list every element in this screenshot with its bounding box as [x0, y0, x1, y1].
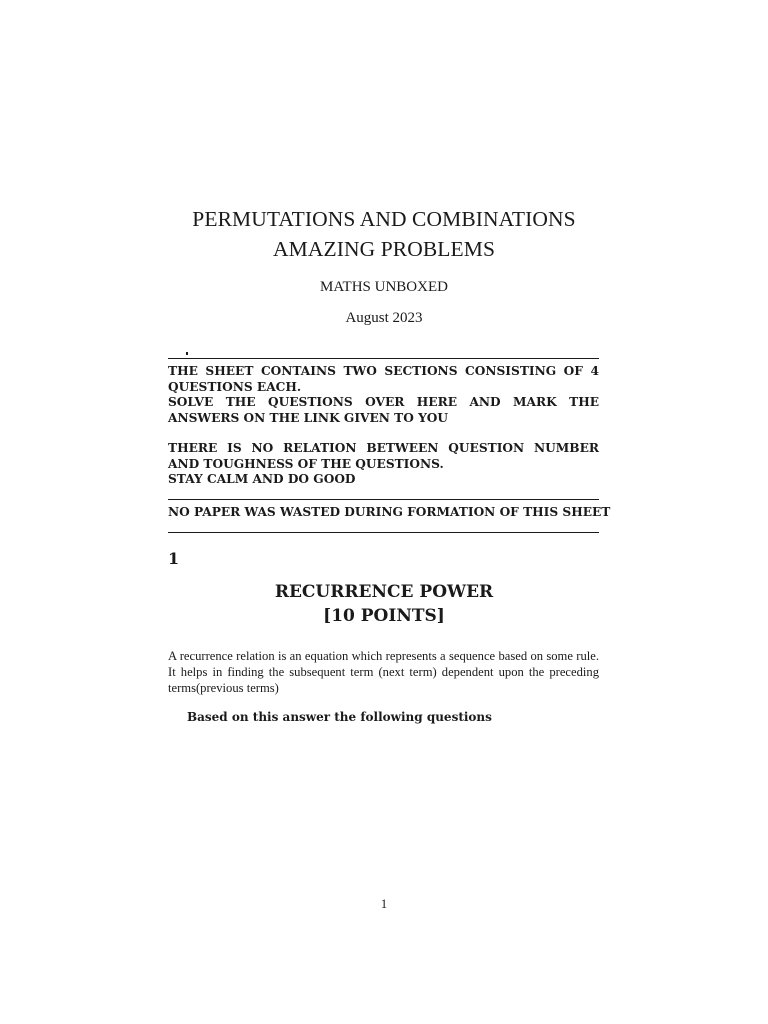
- no-paper-wasted-note: NO PAPER WAS WASTED DURING FORMATION OF THIS SHEET: [168, 505, 611, 519]
- instruction-stay-calm: STAY CALM AND DO GOOD: [168, 472, 356, 486]
- section-title: [0, 580, 768, 628]
- questions-prompt: Based on this answer the following questions: [187, 710, 492, 724]
- instruction-solve: SOLVE THE QUESTIONS OVER HERE AND MARK THE ANSWERS ON THE LINK GIVEN TO YOU: [168, 395, 599, 425]
- author: MATHS UNBOXED: [320, 279, 448, 295]
- rule-tick-mark: [186, 352, 188, 355]
- middle-rule: [168, 499, 599, 500]
- title-line-1: PERMUTATIONS AND COMBINATIONS: [192, 207, 576, 231]
- document-title: [0, 204, 768, 264]
- top-rule: [168, 358, 599, 359]
- instruction-no-relation: THERE IS NO RELATION BETWEEN QUESTION NUMBER AND TOUGHNESS OF THE QUESTIONS.: [168, 441, 599, 471]
- bottom-rule: [168, 532, 599, 533]
- title-line-2: AMAZING PROBLEMS: [273, 237, 495, 261]
- instructions-block-1: [168, 364, 599, 426]
- instruction-sections: THE SHEET CONTAINS TWO SECTIONS CONSISTING OF 4 QUESTIONS EACH.: [168, 364, 599, 394]
- section-paragraph: [168, 648, 599, 697]
- section-number: 1: [168, 549, 180, 568]
- section-title-line-1: RECURRENCE POWER: [274, 582, 494, 602]
- section-title-line-2: [10 POINTS]: [323, 606, 445, 626]
- page-number: 1: [380, 897, 388, 911]
- instructions-block-2: [168, 441, 599, 488]
- date: August 2023: [345, 310, 423, 326]
- recurrence-definition: A recurrence relation is an equation which represents a sequence based on some rule. It helps in finding the subsequent term (next term) dependent upon the preceding terms(previous terms): [168, 649, 599, 696]
